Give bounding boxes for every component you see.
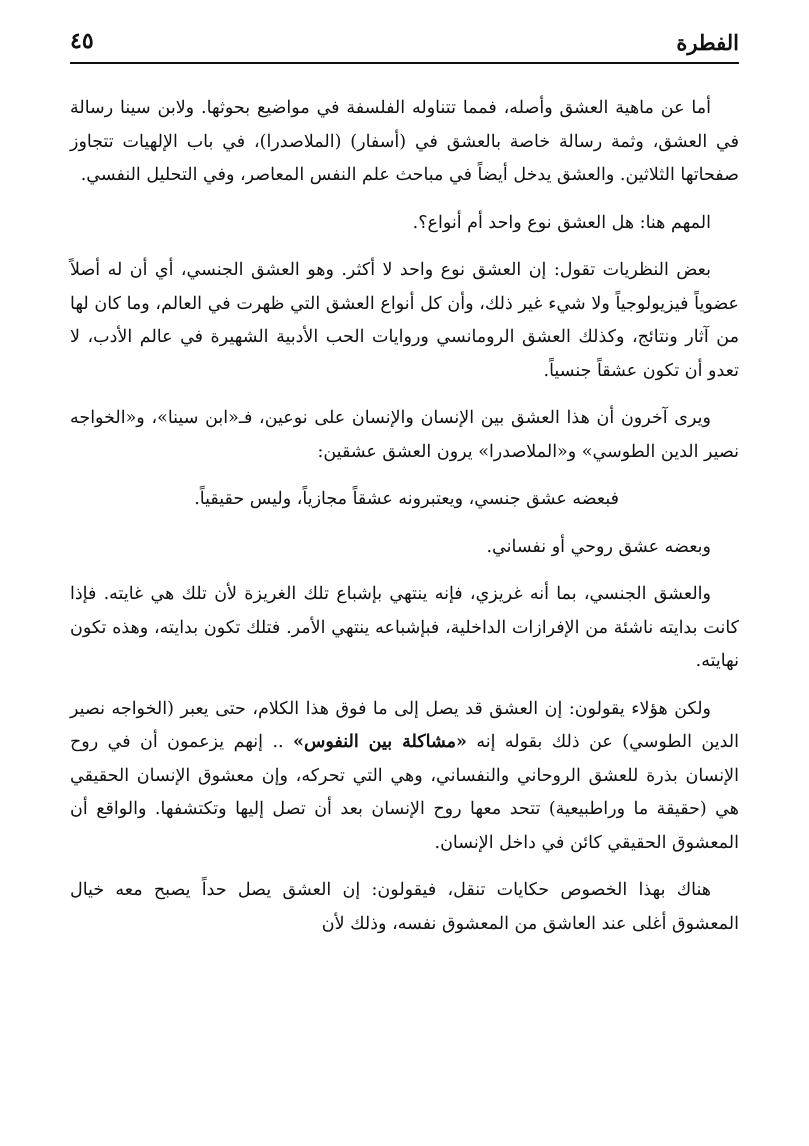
line: وروايات الحب الأدبية الشهيرة في عالم الأدب، لا تعدو أن تكون عشقاً جنسياً. — [70, 327, 739, 381]
running-title: الفطرة — [676, 30, 739, 55]
paragraph-8 — [70, 693, 739, 861]
paragraph-4 — [70, 402, 739, 469]
paragraph-3 — [70, 254, 739, 388]
line: ولكن هؤلاء يقولون: إن العشق قد يصل إلى ما فوق هذا الكلام، حتى — [215, 698, 711, 719]
line: ظهرت في العالم، وما كان لها من آثار ونتائج، وكذلك العشق الرومانسي — [70, 293, 739, 347]
line: يعبر (الخواجه نصير الدين الطوسي) عن ذلك بقوله إنه — [70, 698, 739, 752]
paragraph-6 — [70, 531, 739, 565]
line: ولابن سينا رسالة في العشق، وثمة رسالة خاصة بالعشق في (أسفار) — [70, 98, 739, 152]
header-rule — [70, 62, 739, 64]
line: (الملاصدرا)، في باب الإلهيات تتجاوز صفحاتها الثلاثين. والعشق يدخل — [70, 131, 739, 185]
line: ويرى آخرون أن هذا العشق بين الإنسان والإنسان على نوعين، فـ«ابن — [205, 408, 711, 428]
body-text — [70, 92, 739, 941]
line: تحركه، وإن معشوق الإنسان الحقيقي هي (حقيقة ما وراطبيعية) تتحد معها روح — [70, 765, 739, 819]
line: وبعضه عشق روحي أو نفساني. — [486, 536, 711, 557]
bold-quote: «مشاكلة بين النفوس» — [293, 732, 467, 752]
page-header — [70, 26, 739, 60]
line: أيضاً في مباحث علم النفس المعاصر، وفي التحليل النفسي. — [80, 165, 508, 185]
line: والعشق الجنسي، بما أنه غريزي، فإنه ينتهي بإشباع تلك الغريزة لأن — [214, 584, 711, 604]
line: إنهم يزعمون أن في روح الإنسان بذرة للعشق الروحاني والنفساني، وهي التي — [70, 732, 739, 786]
line: فبعضه عشق جنسي، ويعتبرونه عشقاً مجازياً، وليس حقيقياً. — [194, 489, 619, 509]
line: أي أن له أصلاً عضوياً فيزيولوجياً ولا شيء غير ذلك، وأن كل أنواع العشق التي — [70, 260, 739, 314]
page-number: ٤٥ — [70, 28, 94, 54]
paragraph-2 — [70, 207, 739, 241]
line: .. — [272, 732, 284, 752]
line: أما عن ماهية العشق وأصله، فمما تتناوله الفلسفة في مواضيع بحوثها. — [201, 98, 711, 118]
paragraph-5 — [70, 483, 739, 517]
line: تلك هي غايته. فإذا كانت بدايته ناشئة من الإفرازات الداخلية، فبإشباعه ينتهي — [70, 584, 739, 638]
line: هناك بهذا الخصوص حكايات تنقل، فيقولون: إن العشق يصل حداً — [201, 880, 711, 900]
paragraph-9 — [70, 874, 739, 941]
paragraph-1 — [70, 92, 739, 193]
line: الأمر. فتلك تكون بدايته، وهذه تكون نهايته. — [70, 617, 739, 671]
paragraph-7 — [70, 578, 739, 679]
line: يصبح معه خيال المعشوق أغلى عند العاشق من المعشوق نفسه، وذلك لأن — [70, 880, 739, 934]
line: داخل الإنسان. — [434, 832, 536, 853]
line: بعض النظريات تقول: إن العشق نوع واحد لا أكثر. وهو العشق الجنسي، — [180, 260, 711, 280]
line: المهم هنا: هل العشق نوع واحد أم أنواع؟. — [412, 212, 711, 233]
line: سينا»، و«الخواجه نصير الدين الطوسي» و«الملاصدرا» يرون العشق عشقين: — [70, 408, 739, 462]
line: الإنسان بعد أن تصل إليها وتكتشفها. والواقع أن المعشوق الحقيقي كائن في — [70, 799, 739, 853]
